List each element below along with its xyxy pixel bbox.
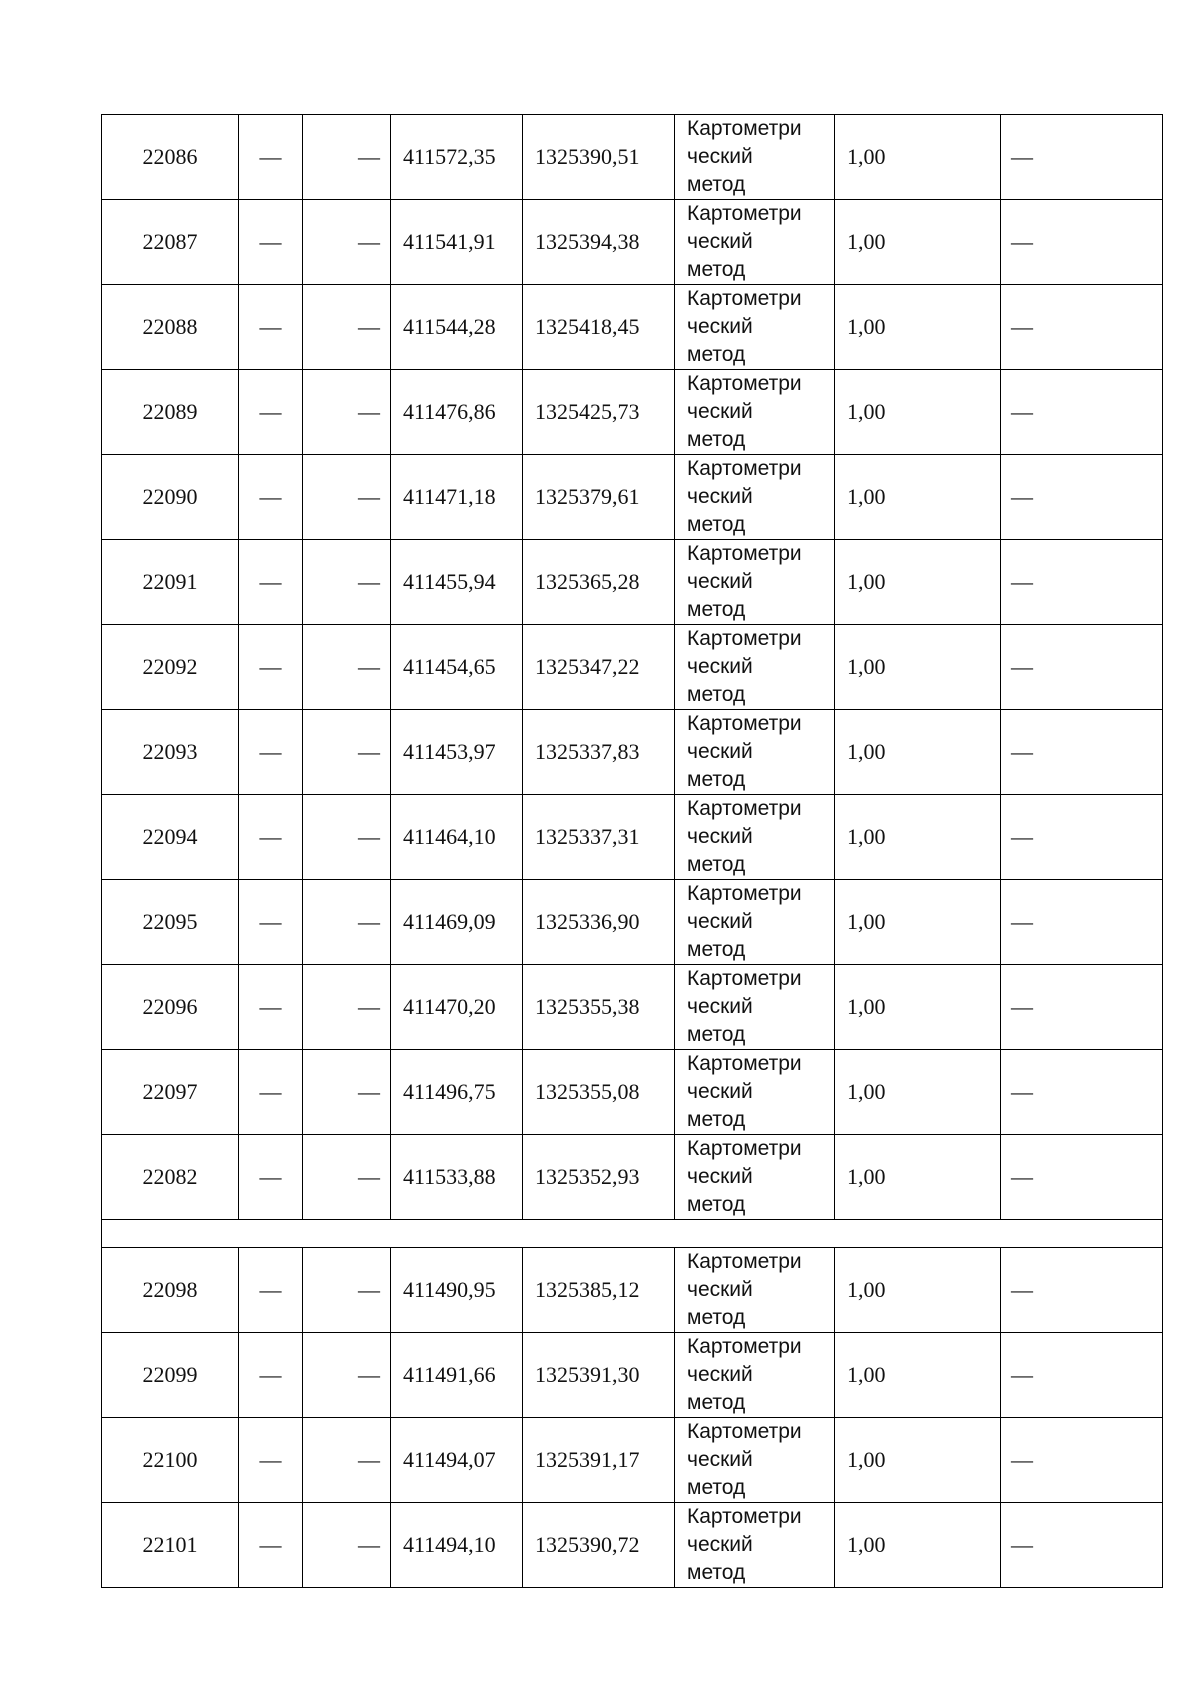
x-coordinate-cell: 411464,10	[391, 795, 523, 880]
dash-cell: —	[1001, 1333, 1163, 1418]
dash-cell: —	[1001, 1503, 1163, 1588]
separator-row	[102, 1220, 1163, 1248]
table-row	[102, 1248, 1163, 1333]
dash-cell: —	[303, 1050, 391, 1135]
dash-cell: —	[239, 1333, 303, 1418]
point-number-cell: 22095	[102, 880, 239, 965]
dash-cell: —	[303, 200, 391, 285]
x-coordinate-cell: 411453,97	[391, 710, 523, 795]
method-cell: Картометри ческий метод	[675, 200, 835, 285]
x-coordinate-cell: 411454,65	[391, 625, 523, 710]
y-coordinate-cell: 1325379,61	[523, 455, 675, 540]
point-number-cell: 22094	[102, 795, 239, 880]
accuracy-cell: 1,00	[835, 1135, 1001, 1220]
table-row	[102, 710, 1163, 795]
dash-cell: —	[303, 285, 391, 370]
table-row	[102, 795, 1163, 880]
dash-cell: —	[303, 540, 391, 625]
y-coordinate-cell: 1325336,90	[523, 880, 675, 965]
y-coordinate-cell: 1325352,93	[523, 1135, 675, 1220]
method-cell: Картометри ческий метод	[675, 285, 835, 370]
accuracy-cell: 1,00	[835, 625, 1001, 710]
dash-cell: —	[239, 625, 303, 710]
y-coordinate-cell: 1325365,28	[523, 540, 675, 625]
x-coordinate-cell: 411494,07	[391, 1418, 523, 1503]
y-coordinate-cell: 1325391,17	[523, 1418, 675, 1503]
x-coordinate-cell: 411533,88	[391, 1135, 523, 1220]
method-cell: Картометри ческий метод	[675, 1333, 835, 1418]
table-row	[102, 1050, 1163, 1135]
dash-cell: —	[303, 115, 391, 200]
table-row	[102, 1135, 1163, 1220]
table-row	[102, 540, 1163, 625]
y-coordinate-cell: 1325390,51	[523, 115, 675, 200]
dash-cell: —	[1001, 370, 1163, 455]
dash-cell: —	[239, 455, 303, 540]
dash-cell: —	[239, 880, 303, 965]
y-coordinate-cell: 1325337,31	[523, 795, 675, 880]
point-number-cell: 22100	[102, 1418, 239, 1503]
method-cell: Картометри ческий метод	[675, 370, 835, 455]
method-cell: Картометри ческий метод	[675, 1050, 835, 1135]
accuracy-cell: 1,00	[835, 1333, 1001, 1418]
dash-cell: —	[1001, 1248, 1163, 1333]
y-coordinate-cell: 1325337,83	[523, 710, 675, 795]
point-number-cell: 22091	[102, 540, 239, 625]
table-row	[102, 1333, 1163, 1418]
dash-cell: —	[303, 1135, 391, 1220]
dash-cell: —	[239, 115, 303, 200]
y-coordinate-cell: 1325394,38	[523, 200, 675, 285]
table-body-bottom	[102, 1248, 1163, 1588]
x-coordinate-cell: 411476,86	[391, 370, 523, 455]
accuracy-cell: 1,00	[835, 1503, 1001, 1588]
dash-cell: —	[239, 1418, 303, 1503]
dash-cell: —	[239, 200, 303, 285]
point-number-cell: 22099	[102, 1333, 239, 1418]
x-coordinate-cell: 411469,09	[391, 880, 523, 965]
dash-cell: —	[303, 370, 391, 455]
method-cell: Картометри ческий метод	[675, 710, 835, 795]
method-cell: Картометри ческий метод	[675, 1418, 835, 1503]
x-coordinate-cell: 411572,35	[391, 115, 523, 200]
dash-cell: —	[1001, 965, 1163, 1050]
dash-cell: —	[1001, 710, 1163, 795]
point-number-cell: 22097	[102, 1050, 239, 1135]
method-cell: Картометри ческий метод	[675, 540, 835, 625]
x-coordinate-cell: 411544,28	[391, 285, 523, 370]
dash-cell: —	[1001, 455, 1163, 540]
dash-cell: —	[239, 540, 303, 625]
table-row	[102, 1418, 1163, 1503]
y-coordinate-cell: 1325385,12	[523, 1248, 675, 1333]
method-cell: Картометри ческий метод	[675, 455, 835, 540]
point-number-cell: 22088	[102, 285, 239, 370]
table-row	[102, 880, 1163, 965]
point-number-cell: 22086	[102, 115, 239, 200]
x-coordinate-cell: 411455,94	[391, 540, 523, 625]
dash-cell: —	[1001, 200, 1163, 285]
table-row	[102, 1503, 1163, 1588]
dash-cell: —	[303, 1248, 391, 1333]
x-coordinate-cell: 411471,18	[391, 455, 523, 540]
y-coordinate-cell: 1325355,38	[523, 965, 675, 1050]
dash-cell: —	[1001, 1135, 1163, 1220]
table-row	[102, 115, 1163, 200]
y-coordinate-cell: 1325355,08	[523, 1050, 675, 1135]
y-coordinate-cell: 1325390,72	[523, 1503, 675, 1588]
dash-cell: —	[303, 880, 391, 965]
dash-cell: —	[1001, 1050, 1163, 1135]
dash-cell: —	[303, 795, 391, 880]
accuracy-cell: 1,00	[835, 1248, 1001, 1333]
dash-cell: —	[239, 1135, 303, 1220]
x-coordinate-cell: 411491,66	[391, 1333, 523, 1418]
method-cell: Картометри ческий метод	[675, 1135, 835, 1220]
accuracy-cell: 1,00	[835, 455, 1001, 540]
dash-cell: —	[239, 1503, 303, 1588]
dash-cell: —	[239, 285, 303, 370]
accuracy-cell: 1,00	[835, 795, 1001, 880]
dash-cell: —	[239, 1248, 303, 1333]
dash-cell: —	[1001, 285, 1163, 370]
table-body-top	[102, 115, 1163, 1220]
x-coordinate-cell: 411490,95	[391, 1248, 523, 1333]
method-cell: Картометри ческий метод	[675, 115, 835, 200]
dash-cell: —	[303, 1418, 391, 1503]
point-number-cell: 22087	[102, 200, 239, 285]
method-cell: Картометри ческий метод	[675, 1248, 835, 1333]
accuracy-cell: 1,00	[835, 1418, 1001, 1503]
accuracy-cell: 1,00	[835, 540, 1001, 625]
table-row	[102, 285, 1163, 370]
method-cell: Картометри ческий метод	[675, 1503, 835, 1588]
dash-cell: —	[1001, 625, 1163, 710]
coordinates-sheet	[101, 114, 1162, 1588]
table-row	[102, 625, 1163, 710]
point-number-cell: 22092	[102, 625, 239, 710]
y-coordinate-cell: 1325418,45	[523, 285, 675, 370]
table-row	[102, 965, 1163, 1050]
dash-cell: —	[1001, 115, 1163, 200]
dash-cell: —	[1001, 795, 1163, 880]
point-number-cell: 22101	[102, 1503, 239, 1588]
accuracy-cell: 1,00	[835, 710, 1001, 795]
method-cell: Картометри ческий метод	[675, 795, 835, 880]
dash-cell: —	[303, 965, 391, 1050]
table-row	[102, 200, 1163, 285]
accuracy-cell: 1,00	[835, 115, 1001, 200]
accuracy-cell: 1,00	[835, 370, 1001, 455]
accuracy-cell: 1,00	[835, 965, 1001, 1050]
point-number-cell: 22098	[102, 1248, 239, 1333]
coordinates-table	[101, 114, 1163, 1588]
table-row	[102, 370, 1163, 455]
dash-cell: —	[303, 455, 391, 540]
dash-cell: —	[239, 370, 303, 455]
dash-cell: —	[239, 965, 303, 1050]
x-coordinate-cell: 411470,20	[391, 965, 523, 1050]
y-coordinate-cell: 1325347,22	[523, 625, 675, 710]
accuracy-cell: 1,00	[835, 285, 1001, 370]
x-coordinate-cell: 411494,10	[391, 1503, 523, 1588]
dash-cell: —	[303, 710, 391, 795]
table-separator	[102, 1220, 1163, 1248]
point-number-cell: 22089	[102, 370, 239, 455]
dash-cell: —	[1001, 1418, 1163, 1503]
accuracy-cell: 1,00	[835, 880, 1001, 965]
point-number-cell: 22093	[102, 710, 239, 795]
point-number-cell: 22082	[102, 1135, 239, 1220]
table-row	[102, 455, 1163, 540]
x-coordinate-cell: 411496,75	[391, 1050, 523, 1135]
method-cell: Картометри ческий метод	[675, 625, 835, 710]
dash-cell: —	[239, 1050, 303, 1135]
accuracy-cell: 1,00	[835, 200, 1001, 285]
point-number-cell: 22096	[102, 965, 239, 1050]
dash-cell: —	[1001, 880, 1163, 965]
x-coordinate-cell: 411541,91	[391, 200, 523, 285]
dash-cell: —	[239, 710, 303, 795]
method-cell: Картометри ческий метод	[675, 880, 835, 965]
method-cell: Картометри ческий метод	[675, 965, 835, 1050]
y-coordinate-cell: 1325425,73	[523, 370, 675, 455]
dash-cell: —	[1001, 540, 1163, 625]
accuracy-cell: 1,00	[835, 1050, 1001, 1135]
point-number-cell: 22090	[102, 455, 239, 540]
y-coordinate-cell: 1325391,30	[523, 1333, 675, 1418]
dash-cell: —	[303, 625, 391, 710]
separator-cell	[102, 1220, 1163, 1248]
dash-cell: —	[303, 1503, 391, 1588]
dash-cell: —	[239, 795, 303, 880]
dash-cell: —	[303, 1333, 391, 1418]
